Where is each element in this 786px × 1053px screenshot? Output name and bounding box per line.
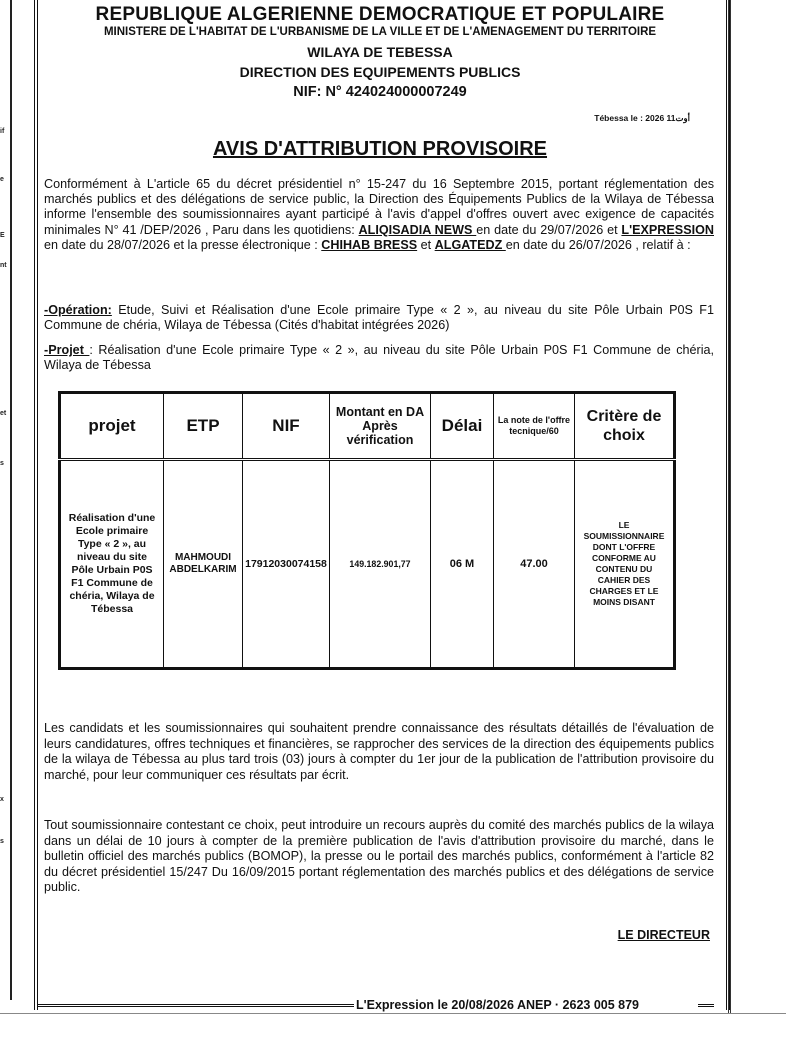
footer-rule bbox=[38, 1004, 354, 1007]
edge-fragment: et bbox=[0, 410, 7, 417]
footer bbox=[38, 998, 714, 1020]
footer-rule bbox=[698, 1004, 714, 1007]
direction-heading: DIRECTION DES EQUIPEMENTS PUBLICS bbox=[239, 64, 521, 80]
intro-text: et bbox=[417, 237, 435, 252]
footer-text: L'Expression le 20/08/2026 ANEP · 2623 005 879 bbox=[356, 998, 640, 1012]
edge-fragment: e bbox=[0, 176, 4, 183]
edge-fragment: E bbox=[0, 232, 5, 239]
col-header-note: La note de l'offre tecnique/60 bbox=[494, 393, 575, 460]
intro-text: Conformément à L'article 65 du décret présidentiel n° 15-247 du 16 Septembre 2015, portant réglementation des marchés publics et des délégations de service public, la Direction des Équipements Publics de la Wilaya de Tébessa informe l'ensemble des soumissionnaires ayant participé à l'avis d'appel d'offres ouvert avec exigence de capacités minimales N° 41 /DEP/2026 , Paru dans les quotidiens: bbox=[44, 177, 714, 237]
project-paragraph bbox=[44, 343, 714, 373]
newspaper-name: ALIQISADIA NEWS bbox=[358, 222, 477, 237]
col-header-critere: Critère de choix bbox=[575, 393, 675, 460]
intro-text: en date du 29/07/2026 et bbox=[476, 222, 622, 237]
nif-heading: NIF: N° 424024000007249 bbox=[293, 84, 467, 100]
edge-fragment: nt bbox=[0, 262, 7, 269]
edge-fragment: x bbox=[0, 796, 4, 803]
cell-montant: 149.182.901,77 bbox=[330, 460, 431, 669]
etp-firstname: ABDELKARIM bbox=[169, 564, 237, 575]
notice-title-text: AVIS D'ATTRIBUTION PROVISOIRE bbox=[212, 138, 548, 160]
col-header-delai: Délai bbox=[431, 393, 494, 460]
intro-paragraph bbox=[44, 177, 714, 253]
col-header-projet: projet bbox=[60, 393, 164, 460]
newspaper-name: CHIHAB BRESS bbox=[321, 237, 418, 252]
project-text: : Réalisation d'une Ecole primaire Type « 2 », au niveau du site Pôle Urbain P0S F1 Commune de chéria, Wilaya de Tébessa bbox=[44, 343, 714, 373]
table-row bbox=[60, 460, 675, 669]
cell-critere: LE SOUMISSIONNAIRE DONT L'OFFRE CONFORME AU CONTENU DU CAHIER DES CHARGES ET LE MOINS DISANT bbox=[575, 460, 675, 669]
cell-nif: 17912030074158 bbox=[243, 460, 330, 669]
cell-etp bbox=[164, 460, 243, 669]
edge-fragment: if bbox=[0, 128, 5, 135]
recourse-paragraph: Tout soumissionnaire contestant ce choix, peut introduire un recours auprès du comité des marchés publics de la wilaya dans un délai de 10 jours à compter de la première publication de l'avis d'attribution provisoire du marché, dans le bulletin officiel des marchés publics (BOMOP), la presse ou le portail des marchés publics, conformément à l'article 82 du décret présidentiel 15/247 Du 16/09/2015 portant réglementation des marchés publics et des délégations de service public. bbox=[44, 818, 714, 895]
col-header-nif: NIF bbox=[243, 393, 330, 460]
notice-frame bbox=[34, 0, 730, 1010]
edge-fragment: s bbox=[0, 460, 4, 467]
etp-surname: MAHMOUDI bbox=[174, 552, 232, 563]
right-page-edge bbox=[728, 0, 747, 1013]
operation-label: -Opération: bbox=[44, 303, 112, 317]
operation-text: Etude, Suivi et Réalisation d'une Ecole primaire Type « 2 », au niveau du site Pôle Urbain P0S F1 Commune de chéria, Wilaya de Tébessa (Cités d'habitat intégrées 2026) bbox=[44, 303, 714, 333]
intro-text: en date du 28/07/2026 et la presse électronique : bbox=[44, 237, 322, 252]
newspaper-name: L'EXPRESSION bbox=[621, 222, 714, 237]
signature: LE DIRECTEUR bbox=[617, 928, 710, 942]
ministry-heading: MINISTERE DE L'HABITAT DE L'URBANISME DE LA VILLE ET DE L'AMENAGEMENT DU TERRITOIRE bbox=[103, 26, 657, 38]
cell-delai: 06 M bbox=[431, 460, 494, 669]
edge-fragment: s bbox=[0, 838, 4, 845]
cell-projet: Réalisation d'une Ecole primaire Type « 2 », au niveau du site Pôle Urbain P0S F1 Commune de chéria, Wilaya de Tébessa bbox=[60, 460, 164, 669]
candidates-paragraph: Les candidats et les soumissionnaires qui souhaitent prendre connaissance des résultats détaillés de l'évaluation de leurs candidatures, offres techniques et financières, se rapprocher des services de la direction des équipements publics de la wilaya de Tébessa au plus tard trois (03) jours à compter du 1er jour de la publication de l'attribution provisoire du marché, pour leur communiquer ces résultats par écrit. bbox=[44, 721, 714, 782]
wilaya-heading: WILAYA DE TEBESSA bbox=[307, 44, 453, 60]
table-header-row bbox=[60, 393, 675, 460]
notice-title bbox=[42, 138, 718, 161]
attribution-table bbox=[58, 391, 676, 670]
project-label: -Projet bbox=[44, 343, 90, 357]
notice-content bbox=[42, 0, 718, 1012]
republic-heading: REPUBLIQUE ALGERIENNE DEMOCRATIQUE ET POPULAIRE bbox=[95, 4, 665, 25]
newspaper-name: ALGATEDZ bbox=[434, 237, 506, 252]
col-header-montant: Montant en DA Après vérification bbox=[330, 393, 431, 460]
col-header-etp: ETP bbox=[164, 393, 243, 460]
date-line: Tébessa le : 2026 11أوت bbox=[594, 113, 690, 123]
operation-paragraph bbox=[44, 303, 714, 333]
left-page-edge bbox=[0, 0, 12, 1000]
intro-text: en date du 26/07/2026 , relatif à : bbox=[505, 237, 691, 252]
cell-note: 47.00 bbox=[494, 460, 575, 669]
